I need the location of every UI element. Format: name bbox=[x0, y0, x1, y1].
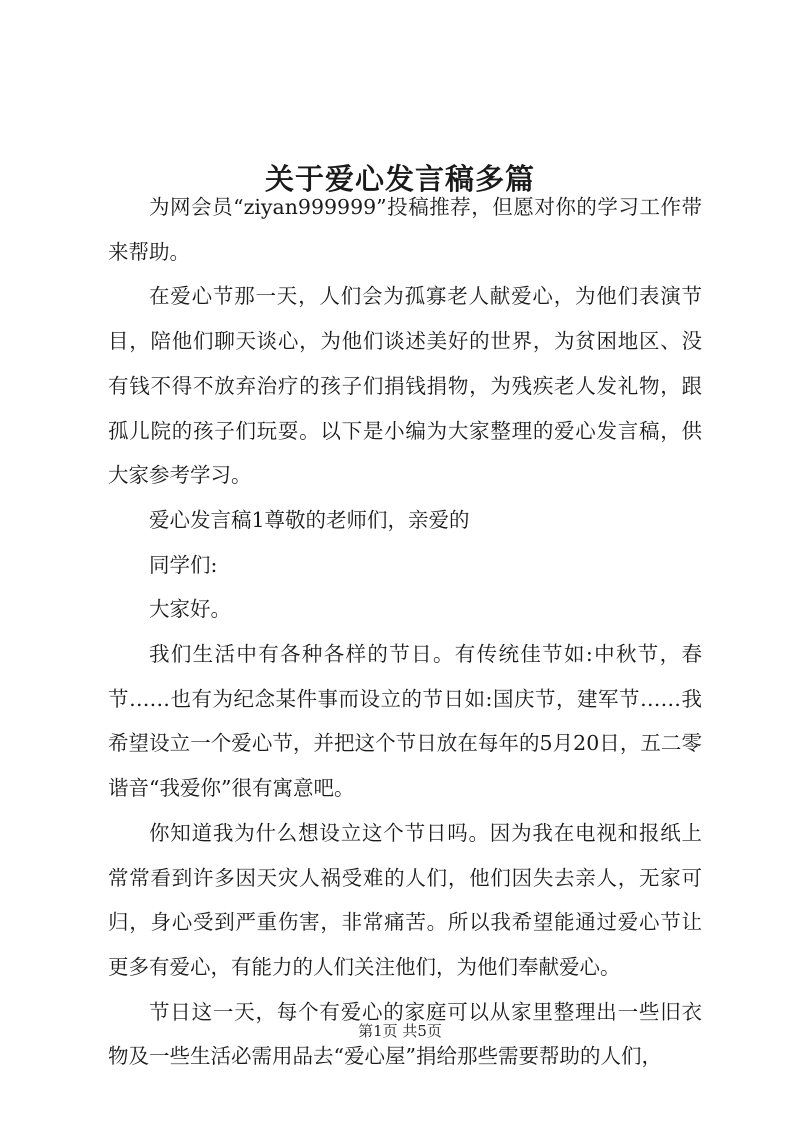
paragraph-summary: 在爱心节那一天，人们会为孤寡老人献爱心，为他们表演节目，陪他们聊天谈心，为他们谈述美好的世界，为贫困地区、没有钱不得不放弃治疗的孩子们捐钱捐物，为残疾老人发礼物，跟孤儿院的孩子们玩耍。以下是小编为大家整理的爱心发言稿，供大家参考学习。 bbox=[108, 284, 702, 488]
paragraph-festival-day: 节日这一天，每个有爱心的家庭可以从家里整理出一些旧衣物及一些生活必需用品去“爱心屋”捐给那些需要帮助的人们， bbox=[108, 999, 702, 1069]
paragraph-speech-heading: 爱心发言稿1尊敬的老师们，亲爱的 bbox=[149, 507, 470, 532]
document-title: 关于爱心发言稿多篇 bbox=[264, 162, 535, 197]
paragraph-greeting-all: 大家好。 bbox=[149, 597, 231, 622]
paragraph-intro: 为网会员“ziyan999999”投稿推荐，但愿对你的学习工作带来帮助。 bbox=[108, 195, 702, 264]
paragraph-greeting-classmates: 同学们: bbox=[149, 552, 218, 577]
page-number-footer: 第1页 共5页 bbox=[358, 1022, 442, 1040]
paragraph-reason: 你知道我为什么想设立这个节日吗。因为我在电视和报纸上常常看到许多因天灾人祸受难的人们，他们因失去亲人，无家可归，身心受到严重伤害，非常痛苦。所以我希望能通过爱心节让更多有爱心，有能力的人们关注他们，为他们奉献爱心。 bbox=[108, 820, 702, 979]
paragraph-festivals: 我们生活中有各种各样的节日。有传统佳节如:中秋节，春节……也有为纪念某件事而设立的节日如:国庆节，建军节……我希望设立一个爱心节，并把这个节日放在每年的5月20日，五二零谐音“我爱你”很有寓意吧。 bbox=[108, 642, 702, 801]
document-body bbox=[108, 185, 702, 1079]
